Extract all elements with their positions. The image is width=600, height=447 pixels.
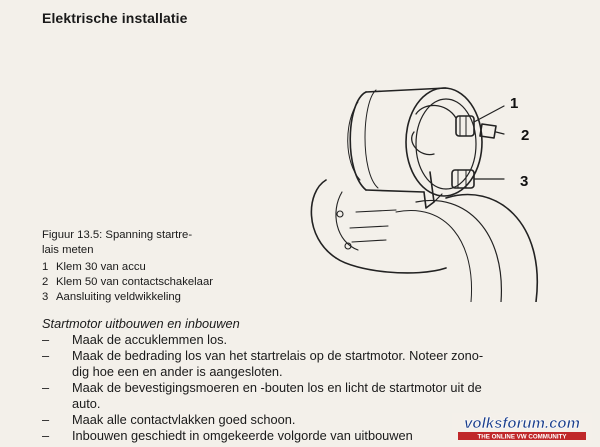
legend-item: 1 Klem 30 van accu	[42, 261, 146, 273]
step-item: – Maak de bevestigingsmoeren en -bouten los en licht de startmotor uit de	[42, 380, 482, 395]
step-item: – Maak de bedrading los van het startrelais op de startmotor. Noteer zono-	[42, 348, 484, 363]
callout-1: 1	[510, 95, 519, 112]
caption-line-1: Figuur 13.5: Spanning startre-	[42, 229, 193, 241]
volksforum-watermark	[452, 413, 592, 443]
legend-item: 2 Klem 50 van contactschakelaar	[42, 276, 213, 288]
step-item: – Maak alle contactvlakken goed schoon.	[42, 412, 296, 427]
callout-3: 3	[520, 173, 529, 190]
step-item-continuation: dig hoe een en ander is aangesloten.	[72, 364, 283, 379]
step-item-continuation: auto.	[72, 396, 101, 411]
figure-legend	[42, 260, 252, 305]
caption-line-2: lais meten	[42, 244, 94, 256]
legend-item: 3 Aansluiting veldwikkeling	[42, 291, 181, 303]
watermark-tagline: THE ONLINE VW COMMUNITY	[477, 433, 567, 441]
callout-2: 2	[521, 127, 530, 144]
section-title: Elektrische installatie	[42, 10, 188, 26]
step-item: – Inbouwen geschiedt in omgekeerde volgorde van uitbouwen	[42, 428, 413, 443]
step-item: – Maak de accuklemmen los.	[42, 332, 228, 347]
figure-caption	[42, 228, 252, 305]
watermark-brand: volksforum.com	[464, 415, 580, 432]
caption-title	[42, 228, 252, 258]
procedure-heading: Startmotor uitbouwen en inbouwen	[42, 316, 240, 331]
starter-motor-figure	[296, 62, 566, 302]
